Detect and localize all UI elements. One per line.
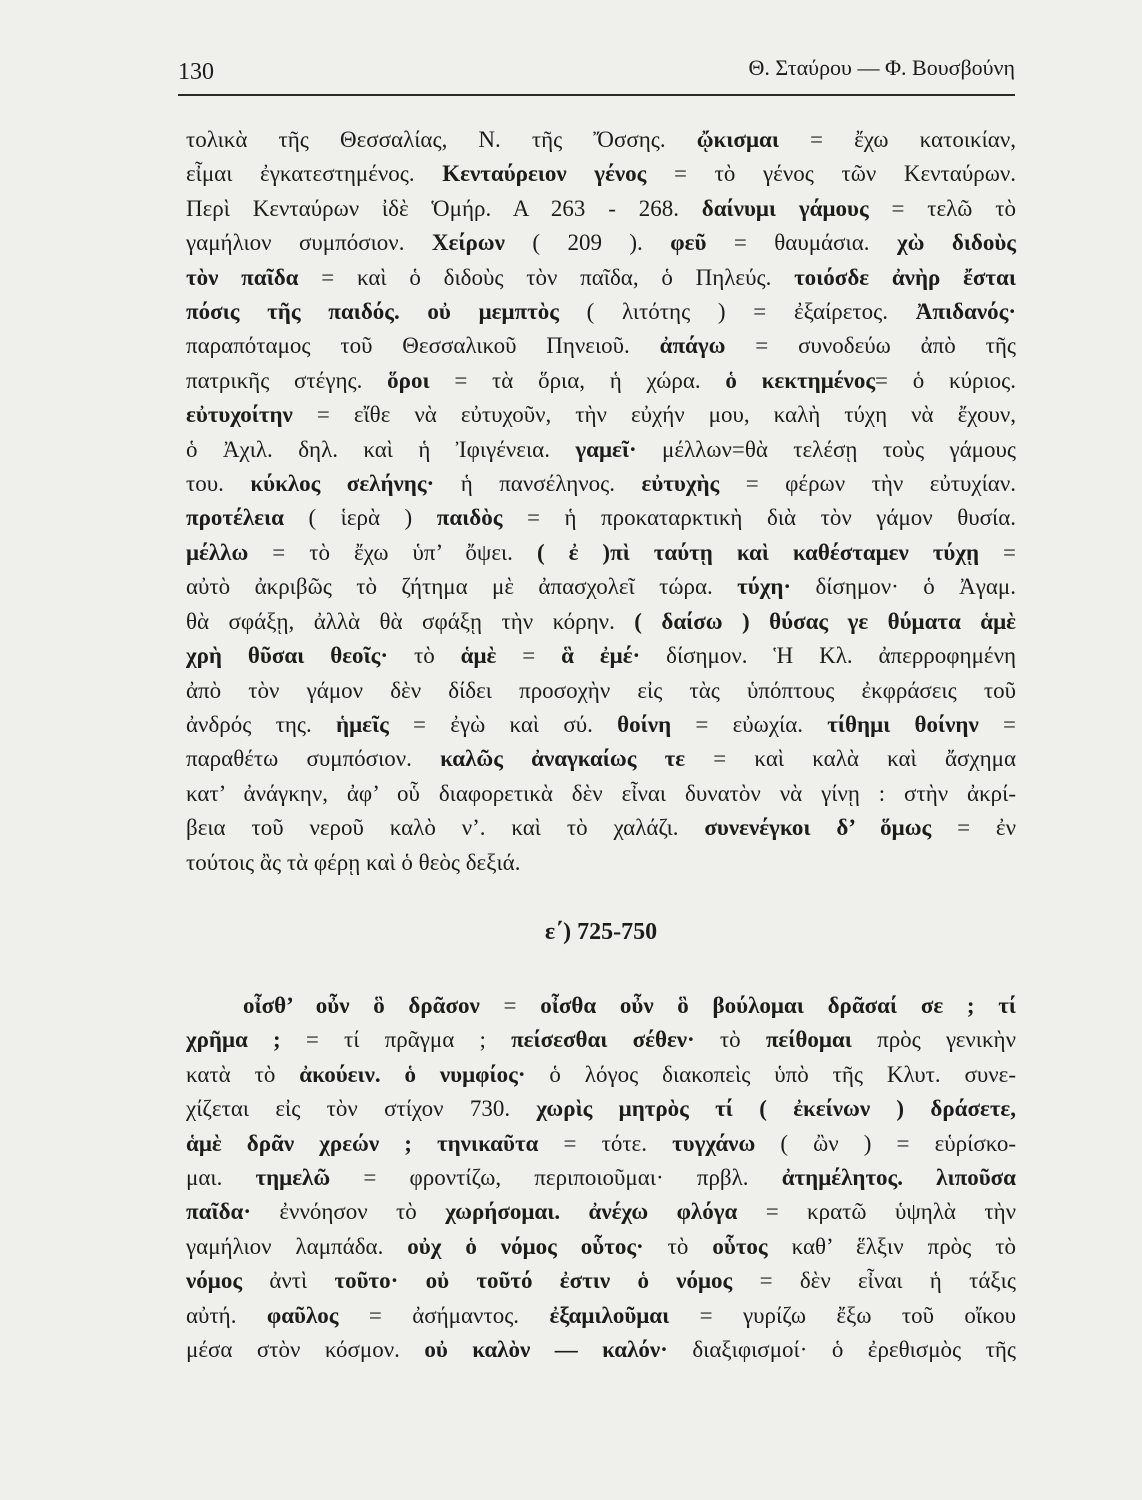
- lemma-term: μέλλω: [186, 539, 249, 565]
- gloss-text: γαμήλιον συμπόσιον.: [186, 230, 432, 256]
- lemma-term: εὐτυχοίτην: [186, 402, 293, 428]
- gloss-text: κατ’ ἀνάγκην, ἀφ’ οὗ διαφορετικὰ δὲν εἶναι δυνατὸν νὰ γίνῃ : στὴν ἀκρί-: [186, 780, 1016, 806]
- gloss-text: = ἡ προκαταρκτικὴ διὰ τὸν γάμον θυσία.: [502, 505, 1017, 531]
- text-line: [186, 1161, 1016, 1195]
- text-line: [186, 1058, 1016, 1092]
- gloss-text: μέλλων=θὰ τελέσῃ τοὺς γάμους: [636, 436, 1016, 462]
- gloss-text: τὸ: [694, 1027, 766, 1053]
- lemma-term: χὼ διδοὺς: [896, 230, 1016, 256]
- lemma-term: τυγχάνω: [672, 1130, 756, 1156]
- gloss-text: παραθέτω συμπόσιον.: [186, 746, 441, 772]
- lemma-term: νόμος: [186, 1268, 243, 1294]
- gloss-text: ἀπὸ τὸν γάμον δὲν δίδει προσοχὴν εἰς τὰς ὑπόπτους ἐκφράσεις τοῦ: [186, 677, 1016, 703]
- gloss-text: =: [496, 643, 562, 669]
- lemma-term: προτέλεια: [186, 505, 284, 531]
- gloss-text: αὐτή.: [186, 1302, 267, 1328]
- gloss-text: διαξιφισμοί· ὁ ἐρεθισμὸς τῆς: [667, 1337, 1016, 1363]
- lemma-term: οὗτος: [712, 1233, 768, 1259]
- gloss-text: = τότε.: [538, 1130, 673, 1156]
- lemma-term: παῖδα·: [186, 1199, 252, 1225]
- text-line: [186, 433, 1016, 467]
- gloss-text: τὸ: [643, 1233, 713, 1259]
- gloss-text: = γυρίζω ἔξω τοῦ οἴκου: [669, 1302, 1016, 1328]
- gloss-text: του.: [186, 471, 251, 497]
- text-line: [186, 226, 1016, 260]
- gloss-text: χίζεται εἰς τὸν στίχον 730.: [186, 1096, 537, 1122]
- gloss-text: βεια τοῦ νεροῦ καλὸ ν’. καὶ τὸ χαλάζι.: [186, 815, 705, 841]
- gloss-text: κατὰ τὸ: [186, 1061, 300, 1087]
- gloss-text: τὸ: [388, 643, 461, 669]
- text-line: [186, 157, 1016, 191]
- gloss-text: θὰ σφάξῃ, ἀλλὰ θὰ σφάξῃ τὴν κόρην.: [186, 608, 635, 634]
- text-line: [186, 295, 1016, 329]
- gloss-text: μέσα στὸν κόσμον.: [186, 1337, 425, 1363]
- gloss-text: = εὐωχία.: [671, 711, 828, 737]
- lemma-term: ὅροι: [387, 367, 430, 393]
- lemma-term: χωρὶς μητρὸς τί ( ἐκείνων ) δράσετε,: [536, 1096, 1017, 1122]
- gloss-text: = τελῶ τὸ: [868, 195, 1017, 221]
- gloss-text: τούτοις ἂς τὰ φέρῃ καὶ ὁ θεὸς δεξιά.: [186, 849, 521, 875]
- gloss-text: =: [979, 539, 1016, 565]
- text-line: [186, 1230, 1016, 1264]
- lemma-term: τίθημι θοίνην: [827, 711, 979, 737]
- gloss-text: ὁ Ἀχιλ. δηλ. καὶ ἡ Ἰφιγένεια.: [186, 436, 576, 462]
- lemma-term: ἁμὲ: [460, 643, 497, 669]
- gloss-text: τολικὰ τῆς Θεσσαλίας, Ν. τῆς Ὄσσης.: [186, 127, 697, 152]
- text-line: [186, 1195, 1016, 1229]
- lemma-term: ( δαίσω ) θύσας γε θύματα ἁμὲ: [634, 608, 1016, 634]
- gloss-text: εἶμαι ἐγκατεστημένος.: [186, 161, 443, 187]
- lemma-term: πόσις τῆς παιδός. οὐ μεμπτὸς: [186, 299, 559, 325]
- lemma-term: θοίνη: [617, 711, 672, 737]
- lemma-term: ᾤκισμαι: [696, 127, 779, 152]
- lemma-term: φαῦλος: [266, 1302, 339, 1328]
- gloss-text: = κρατῶ ὑψηλὰ τὴν: [737, 1199, 1017, 1225]
- gloss-text: = ὁ κύριος.: [875, 367, 1016, 393]
- gloss-text: = ἐγὼ καὶ σύ.: [388, 711, 618, 737]
- gloss-text: = φέρων τὴν εὐτυχίαν.: [719, 471, 1016, 497]
- gloss-text: = φροντίζω, περιποιοῦμαι· πρβλ.: [330, 1165, 782, 1191]
- gloss-text: = ἐν: [931, 815, 1016, 841]
- text-line: [186, 811, 1016, 845]
- text-line: [186, 1264, 1016, 1298]
- text-line: [186, 123, 1016, 157]
- lemma-term: χρῆμα ;: [186, 1027, 281, 1053]
- gloss-text: γαμήλιον λαμπάδα.: [186, 1233, 408, 1259]
- gloss-text: = τὸ ἔχω ὑπ’ ὄψει.: [248, 539, 537, 565]
- gloss-text: παραπόταμος τοῦ Θεσσαλικοῦ Πηνειοῦ.: [186, 333, 660, 359]
- lemma-term: ἀκούειν. ὁ νυμφίος·: [299, 1061, 526, 1087]
- lemma-term: ἀπάγω: [659, 333, 726, 359]
- lemma-term: ( ἐ )πὶ ταύτῃ καὶ καθέσταμεν τύχῃ: [536, 539, 980, 565]
- text-line: [186, 605, 1016, 639]
- gloss-text: = εἴθε νὰ εὐτυχοῦν, τὴν εὐχήν μου, καλὴ τύχη νὰ ἔχουν,: [292, 402, 1016, 428]
- lemma-term: γαμεῖ·: [575, 436, 637, 462]
- gloss-text: = ἔχω κατοικίαν,: [778, 127, 1016, 152]
- page-number: 130: [178, 59, 214, 85]
- text-line: [186, 364, 1016, 398]
- gloss-text: = καὶ ὁ διδοὺς τὸν παῖδα, ὁ Πηλεύς.: [298, 264, 795, 290]
- lemma-term: ἡμεῖς: [336, 711, 389, 737]
- lemma-term: παιδὸς: [436, 505, 503, 531]
- gloss-text: ( λιτότης ) = ἐξαίρετος.: [558, 299, 916, 325]
- text-line: [186, 1092, 1016, 1126]
- text-line: [186, 989, 1016, 1023]
- text-line: [186, 674, 1016, 708]
- gloss-text: ἀντὶ: [242, 1268, 335, 1294]
- text-line: [186, 1333, 1016, 1367]
- gloss-text: πατρικῆς στέγης.: [186, 367, 388, 393]
- gloss-text: πρὸς γενικὴν: [851, 1027, 1016, 1053]
- lemma-term: τὸν παῖδα: [186, 264, 299, 290]
- gloss-text: αὐτὸ ἀκριβῶς τὸ ζήτημα μὲ ἀπασχολεῖ τώρα.: [186, 574, 738, 600]
- text-line: [186, 570, 1016, 604]
- gloss-text: ( 209 ).: [504, 230, 671, 256]
- gloss-text: = θαυμάσια.: [706, 230, 897, 256]
- text-line: [186, 639, 1016, 673]
- text-line: [186, 536, 1016, 570]
- lemma-term: οὐχ ὁ νόμος οὗτος·: [407, 1233, 644, 1259]
- text-line: [186, 846, 1016, 880]
- lemma-term: καλῶς ἀναγκαίως τε: [440, 746, 686, 772]
- running-head: Θ. Σταύρου — Φ. Βουσβούνη: [748, 55, 1015, 80]
- lemma-term: τοιόσδε ἀνὴρ ἔσται: [794, 264, 1016, 290]
- text-line: [186, 708, 1016, 742]
- text-line: [186, 329, 1016, 363]
- lemma-term: ἀτημέλητος. λιποῦσα: [781, 1165, 1016, 1191]
- text-line: [186, 742, 1016, 776]
- lemma-term: τοῦτο· οὐ τοῦτό ἐστιν ὁ νόμος: [334, 1268, 733, 1294]
- gloss-text: ἡ πανσέληνος.: [434, 471, 642, 497]
- gloss-text: μαι.: [186, 1165, 256, 1191]
- lemma-term: πείθομαι: [765, 1027, 852, 1053]
- gloss-text: δίσημον. Ἡ Κλ. ἀπερροφημένη: [640, 643, 1016, 669]
- gloss-text: = καὶ καλὰ καὶ ἄσχημα: [685, 746, 1017, 772]
- text-line: [186, 501, 1016, 535]
- paragraph: [186, 123, 1016, 880]
- gloss-text: δίσημον· ὁ Ἀγαμ.: [791, 574, 1016, 600]
- gloss-text: = συνοδεύω ἀπὸ τῆς: [725, 333, 1016, 359]
- header-rule: [178, 94, 1015, 96]
- lemma-term: χρὴ θῦσαι θεοῖς·: [186, 643, 389, 669]
- lemma-term: τημελῶ: [255, 1165, 331, 1191]
- gloss-text: = δὲν εἶναι ἡ τάξις: [732, 1268, 1016, 1294]
- lemma-term: φεῦ: [670, 230, 707, 256]
- gloss-text: ἐννόησον τὸ: [251, 1199, 446, 1225]
- gloss-text: =: [978, 711, 1016, 737]
- section-heading: ε΄) 725-750: [544, 919, 658, 945]
- gloss-text: ( ἱερὰ ): [283, 505, 437, 531]
- lemma-term: Κενταύρειον γένος: [442, 161, 647, 187]
- text-line: [186, 261, 1016, 295]
- gloss-text: = ἀσήμαντος.: [338, 1302, 550, 1328]
- text-line: [186, 1299, 1016, 1333]
- gloss-text: ὁ λόγος διακοπεὶς ὑπὸ τῆς Κλυτ. συνε-: [525, 1061, 1016, 1087]
- lemma-term: οὐ καλὸν — καλόν·: [424, 1337, 668, 1363]
- gloss-text: καθ’ ἕλξιν πρὸς τὸ: [767, 1233, 1016, 1259]
- lemma-term: εὐτυχὴς: [641, 471, 720, 497]
- lemma-term: ἐξαμιλοῦμαι: [549, 1302, 670, 1328]
- lemma-term: κύκλος σελήνης·: [250, 471, 435, 497]
- text-line: [186, 467, 1016, 501]
- gloss-text: ἀνδρός της.: [186, 711, 337, 737]
- lemma-term: ἃ ἐμέ·: [561, 643, 641, 669]
- gloss-text: = τὸ γένος τῶν Κενταύρων.: [646, 161, 1017, 187]
- gloss-text: = τὰ ὅρια, ἡ χώρα.: [429, 367, 726, 393]
- lemma-term: πείσεσθαι σέθεν·: [511, 1027, 695, 1053]
- paragraph: [186, 989, 1016, 1367]
- lemma-term: οἶσθ’ οὖν ὃ δρᾶσον: [243, 993, 480, 1018]
- gloss-text: =: [479, 993, 541, 1018]
- lemma-term: δαίνυμι γάμους: [701, 195, 869, 221]
- lemma-term: οἶσθα οὖν ὃ βούλομαι δρᾶσαί σε ; τί: [540, 993, 1016, 1018]
- text-line: [186, 398, 1016, 432]
- text-line: [186, 192, 1016, 226]
- lemma-term: ὁ κεκτημένος: [725, 367, 876, 393]
- lemma-term: χωρήσομαι. ἀνέχω φλόγα: [445, 1199, 738, 1225]
- text-line: [186, 777, 1016, 811]
- lemma-term: Ἀπιδανός·: [915, 299, 1016, 325]
- text-line: [186, 1023, 1016, 1057]
- text-line: [186, 1127, 1016, 1161]
- gloss-text: Περὶ Κενταύρων ἰδὲ Ὁμήρ. Α 263 - 268.: [186, 195, 702, 221]
- lemma-term: συνενέγκοι δ’ ὅμως: [704, 815, 932, 841]
- lemma-term: τύχη·: [737, 574, 792, 600]
- gloss-text: ( ὢν ) = εὑρίσκο-: [755, 1130, 1016, 1156]
- gloss-text: = τί πρᾶγμα ;: [280, 1027, 512, 1053]
- lemma-term: Χείρων: [431, 230, 505, 256]
- lemma-term: ἁμὲ δρᾶν χρεών ; τηνικαῦτα: [186, 1130, 539, 1156]
